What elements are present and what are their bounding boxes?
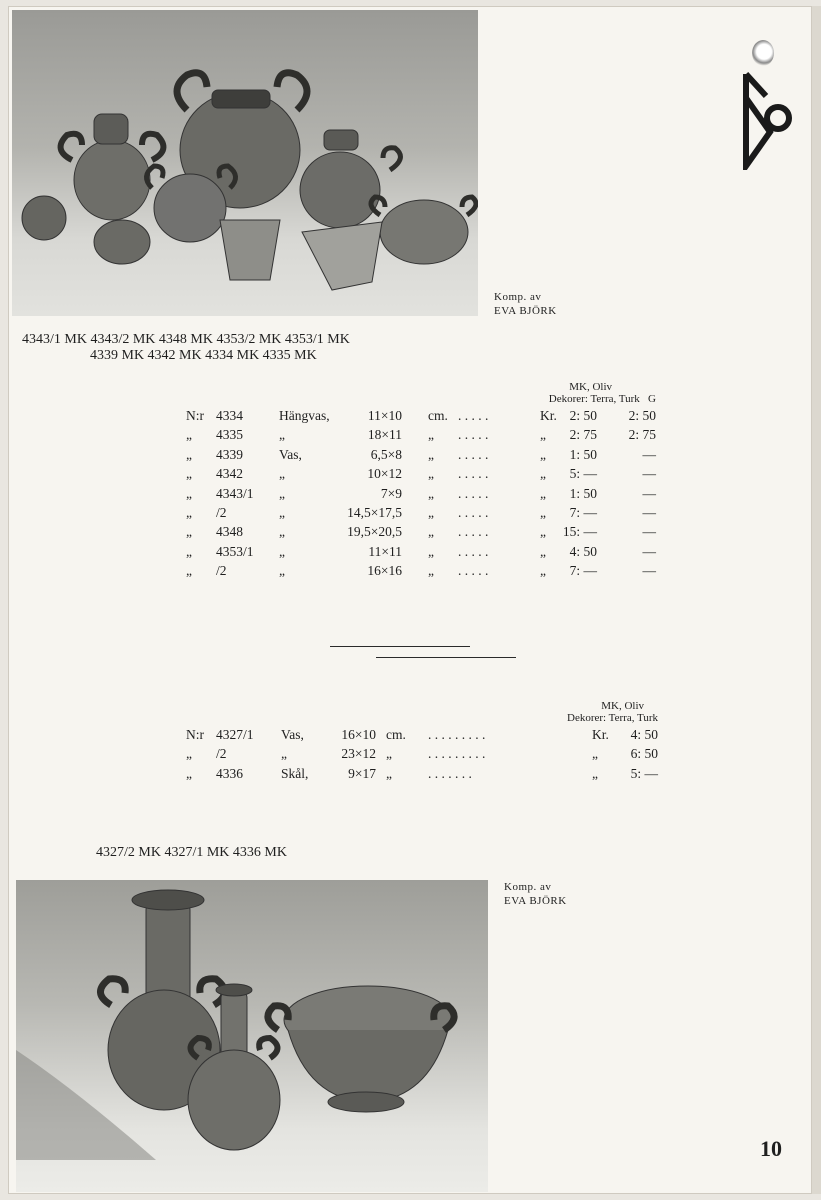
- cell-prefix: „: [186, 543, 192, 559]
- cell-price: 4: 50: [630, 727, 658, 742]
- price-row: [0, 524, 821, 544]
- cell-g: —: [642, 446, 656, 462]
- cell-price: 2: 75: [569, 427, 597, 443]
- cell-dots: . . . . .: [458, 408, 489, 423]
- cell-name: „: [279, 563, 285, 579]
- cell-number: 4334: [216, 408, 243, 423]
- credit-line-1: Komp. av: [504, 881, 552, 893]
- table1-header: [470, 381, 656, 405]
- price-row: [0, 544, 821, 564]
- cell-price: 1: 50: [569, 446, 597, 462]
- cell-number: /2: [216, 746, 227, 762]
- cell-cur: „: [540, 427, 546, 443]
- cell-dots: . . . . .: [458, 543, 489, 559]
- cell-size: 16×16: [367, 563, 402, 579]
- cell-cur: Kr.: [592, 727, 609, 742]
- price-row: [0, 727, 821, 747]
- cell-cur: „: [592, 746, 598, 762]
- cell-number: 4327/1: [216, 727, 254, 742]
- cell-prefix: „: [186, 524, 192, 540]
- credit-line-2: EVA BJÖRK: [504, 895, 567, 907]
- cell-unit: cm.: [386, 727, 406, 742]
- cell-name: „: [279, 524, 285, 540]
- cell-size: 6,5×8: [370, 446, 402, 462]
- cell-number: /2: [216, 563, 227, 579]
- binding-hole: [752, 40, 774, 66]
- cell-dots: . . . . .: [458, 485, 489, 501]
- cell-size: 23×12: [341, 746, 376, 762]
- cell-dots: . . . . . . . . .: [428, 746, 486, 762]
- cell-prefix: „: [186, 746, 192, 762]
- cell-size: 14,5×17,5: [347, 505, 402, 520]
- cell-cur: „: [540, 563, 546, 579]
- cell-g: —: [642, 485, 656, 501]
- cell-size: 11×10: [367, 408, 402, 423]
- bottom-caption: 4327/2 MK 4327/1 MK 4336 MK: [96, 845, 287, 860]
- cell-name: Hängvas,: [279, 408, 330, 423]
- cell-prefix: N:r: [186, 408, 204, 423]
- cell-dots: . . . . . . .: [428, 765, 472, 781]
- cell-prefix: „: [186, 765, 192, 781]
- cell-dots: . . . . .: [458, 427, 489, 443]
- price-row: [0, 447, 821, 467]
- cell-name: Skål,: [281, 765, 309, 781]
- price-row: [0, 746, 821, 766]
- cell-size: 19,5×20,5: [347, 524, 402, 540]
- cell-name: „: [279, 543, 285, 559]
- cell-dots: . . . . .: [458, 524, 489, 540]
- page-number: 10: [760, 1136, 782, 1161]
- credit-line-2: EVA BJÖRK: [494, 305, 557, 317]
- cell-name: „: [279, 427, 285, 443]
- cell-number: 4348: [216, 524, 243, 540]
- cell-g: —: [642, 505, 656, 520]
- cell-cur: „: [540, 543, 546, 559]
- cell-price: 15: —: [562, 524, 597, 540]
- cell-dots: . . . . .: [458, 446, 489, 462]
- cell-dots: . . . . .: [458, 505, 489, 520]
- cell-size: 16×10: [341, 727, 376, 742]
- cell-cur: „: [592, 765, 598, 781]
- cell-unit: „: [428, 543, 434, 559]
- cell-cur: „: [540, 446, 546, 462]
- cell-dots: . . . . . . . . .: [428, 727, 486, 742]
- cell-unit: „: [428, 563, 434, 579]
- cell-number: 4339: [216, 446, 243, 462]
- cell-number: 4336: [216, 765, 243, 781]
- cell-name: „: [279, 485, 285, 501]
- cell-name: „: [279, 466, 285, 482]
- table2-header: [470, 700, 658, 724]
- cell-cur: „: [540, 505, 546, 520]
- top-caption-line-2: 4339 MK 4342 MK 4334 MK 4335 MK: [90, 348, 317, 363]
- price-row: [0, 766, 821, 786]
- cell-g: —: [642, 563, 656, 579]
- cell-size: 9×17: [348, 765, 376, 781]
- cell-cur: „: [540, 485, 546, 501]
- cell-name: „: [279, 505, 285, 520]
- cell-prefix: „: [186, 427, 192, 443]
- table1-header-line-2: Terra, Turk: [590, 393, 640, 405]
- cell-price: 1: 50: [569, 485, 597, 501]
- cell-price: 4: 50: [569, 543, 597, 559]
- cell-unit: „: [428, 485, 434, 501]
- table1-header-dekorer: Dekorer:: [548, 393, 588, 405]
- cell-prefix: „: [186, 505, 192, 520]
- cell-number: 4342: [216, 466, 243, 482]
- cell-prefix: „: [186, 563, 192, 579]
- bo-logo-icon: [740, 70, 796, 170]
- cell-name: Vas,: [279, 446, 302, 462]
- cell-size: 10×12: [367, 466, 402, 482]
- cell-price: 6: 50: [630, 746, 658, 762]
- cell-number: /2: [216, 505, 227, 520]
- cell-unit: „: [428, 524, 434, 540]
- bottom-product-photo: [16, 880, 488, 1192]
- cell-name: Vas,: [281, 727, 304, 742]
- cell-unit: „: [386, 746, 392, 762]
- cell-unit: „: [428, 427, 434, 443]
- price-row: [0, 486, 821, 506]
- cell-dots: . . . . .: [458, 563, 489, 579]
- table2-header-line-1: MK, Oliv: [601, 700, 644, 712]
- cell-unit: „: [428, 505, 434, 520]
- cell-price: 7: —: [569, 563, 597, 579]
- credit-line-1: Komp. av: [494, 291, 542, 303]
- cell-price: 7: —: [569, 505, 597, 520]
- cell-g: —: [642, 543, 656, 559]
- cell-g: 2: 75: [628, 427, 656, 443]
- price-row: [0, 563, 821, 583]
- cell-number: 4343/1: [216, 485, 254, 501]
- cell-number: 4353/1: [216, 543, 254, 559]
- cell-prefix: N:r: [186, 727, 204, 742]
- cell-prefix: „: [186, 446, 192, 462]
- table1-header-line-1: MK, Oliv: [569, 381, 612, 393]
- cell-g: 2: 50: [628, 408, 656, 423]
- cell-g: —: [642, 466, 656, 482]
- price-row: [0, 505, 821, 525]
- separator-rule-1: [330, 646, 470, 647]
- table2-header-line-2: Terra, Turk: [608, 712, 658, 724]
- cell-size: 18×11: [367, 427, 402, 443]
- cell-unit: „: [428, 446, 434, 462]
- cell-g: —: [642, 524, 656, 540]
- cell-size: 7×9: [380, 485, 402, 501]
- top-caption-line-1: 4343/1 MK 4343/2 MK 4348 MK 4353/2 MK 4353/1 MK: [22, 332, 350, 347]
- cell-prefix: „: [186, 466, 192, 482]
- cell-unit: cm.: [428, 408, 448, 423]
- cell-number: 4335: [216, 427, 243, 443]
- cell-cur: „: [540, 524, 546, 540]
- cell-prefix: „: [186, 485, 192, 501]
- bottom-photo-credit: [504, 880, 567, 908]
- cell-size: 11×11: [368, 543, 402, 559]
- top-product-photo: [12, 10, 478, 316]
- separator-rule-2: [376, 657, 516, 658]
- price-row: [0, 466, 821, 486]
- cell-cur: Kr.: [540, 408, 557, 423]
- cell-price: 5: —: [569, 466, 597, 482]
- cell-price: 5: —: [630, 765, 658, 781]
- price-row: [0, 427, 821, 447]
- cell-unit: „: [428, 466, 434, 482]
- table1-header-g: G: [648, 393, 656, 405]
- table2-header-dekorer: Dekorer:: [567, 712, 607, 724]
- cell-unit: „: [386, 765, 392, 781]
- cell-cur: „: [540, 466, 546, 482]
- cell-name: „: [281, 746, 287, 762]
- price-row: [0, 408, 821, 428]
- cell-dots: . . . . .: [458, 466, 489, 482]
- top-photo-credit: [494, 290, 557, 318]
- page-edge: [812, 6, 821, 1194]
- cell-price: 2: 50: [569, 408, 597, 423]
